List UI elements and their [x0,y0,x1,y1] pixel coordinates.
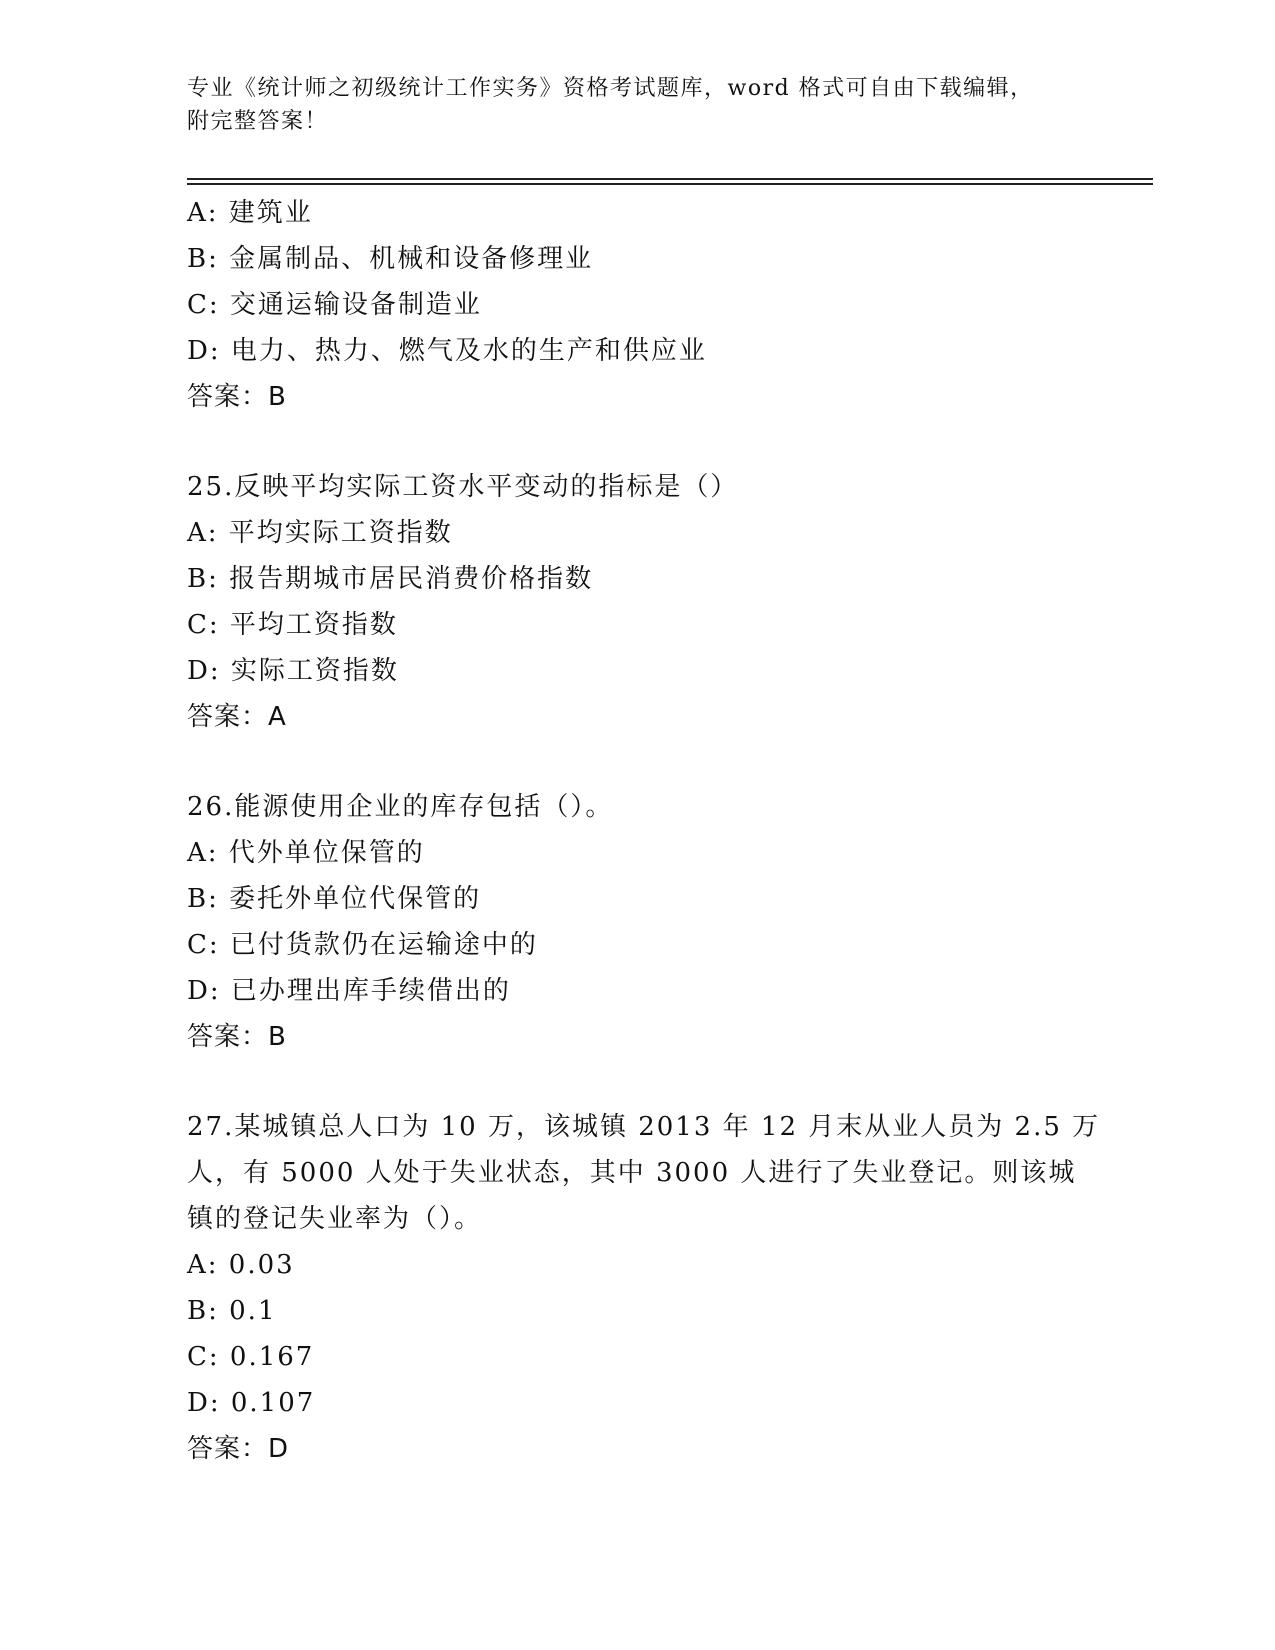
question-stem-line-3: 镇的登记失业率为（）。 [187,1204,483,1234]
option-a: A: 平均实际工资指数 [187,518,453,548]
header-rule-bottom [187,183,1153,185]
option-b: B: 报告期城市居民消费价格指数 [187,564,594,594]
answer-line: 答案：A [187,702,287,732]
header-line-1: 专业《统计师之初级统计工作实务》资格考试题库，word 格式可自由下载编辑， [187,76,1034,101]
option-b: B: 委托外单位代保管的 [187,884,482,914]
document-header [187,72,1067,138]
header-line-2: 附完整答案！ [187,109,329,134]
answer-line: 答案：B [187,1022,287,1052]
spacer [187,1060,1087,1104]
question-26 [187,784,1087,1060]
question-stem: 25.反映平均实际工资水平变动的指标是（） [187,472,739,502]
question-27 [187,1104,1101,1472]
option-a: A: 建筑业 [187,198,313,228]
option-c: C: 交通运输设备制造业 [187,290,482,320]
question-24 [187,190,1087,420]
option-c: C: 0.167 [187,1342,315,1372]
option-d: D: 0.107 [187,1388,316,1418]
question-stem: 26.能源使用企业的库存包括（）。 [187,792,614,822]
question-stem-line-2: 人，有 5000 人处于失业状态，其中 3000 人进行了失业登记。则该城 [187,1158,1077,1188]
option-d: D: 电力、热力、燃气及水的生产和供应业 [187,336,707,366]
option-c: C: 已付货款仍在运输途中的 [187,930,538,960]
option-d: D: 实际工资指数 [187,656,399,686]
option-b: B: 0.1 [187,1296,277,1326]
question-25 [187,464,1087,740]
spacer [187,420,1087,464]
answer-line: 答案：B [187,382,287,412]
option-d: D: 已办理出库手续借出的 [187,976,511,1006]
option-c: C: 平均工资指数 [187,610,398,640]
header-rule-top [187,178,1153,180]
option-a: A: 0.03 [187,1250,295,1280]
question-list [187,190,1101,1472]
spacer [187,740,1087,784]
option-a: A: 代外单位保管的 [187,838,425,868]
answer-line: 答案：D [187,1434,290,1464]
question-stem-line-1: 27.某城镇总人口为 10 万，该城镇 2013 年 12 月末从业人员为 2.5 万 [187,1112,1101,1142]
option-b: B: 金属制品、机械和设备修理业 [187,244,594,274]
